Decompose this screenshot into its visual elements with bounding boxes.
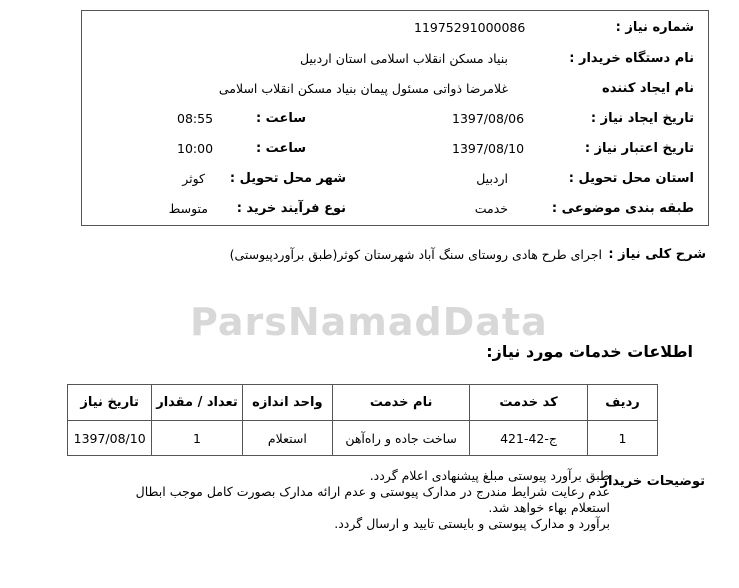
buyer-name: بنیاد مسکن انقلاب اسلامی استان اردبیل xyxy=(299,51,508,66)
buyer-notes xyxy=(90,468,610,532)
process: متوسط xyxy=(168,201,208,216)
created-date-label: تاریخ ایجاد نیاز : xyxy=(590,111,694,126)
buyer-label: نام دستگاه خریدار : xyxy=(569,51,694,66)
province: اردبیل xyxy=(476,171,508,186)
category-label: طبقه بندی موضوعی : xyxy=(551,201,694,216)
buyer-notes-label: توضیحات خریدار xyxy=(600,474,705,489)
services-table xyxy=(67,384,658,456)
description-label: شرح کلی نیاز : xyxy=(608,247,706,262)
created-time: 08:55 xyxy=(177,111,214,126)
need-number: 11975291000086 xyxy=(414,20,526,35)
cell-service-name: ساخت جاده و راه‌آهن xyxy=(333,421,470,456)
col-need-date: تاریخ نیاز xyxy=(68,385,152,421)
cell-service-code: ج-42-421 xyxy=(470,421,588,456)
valid-date: 1397/08/10 xyxy=(452,141,525,156)
creator-label: نام ایجاد کننده xyxy=(602,81,694,96)
col-row-number: ردیف xyxy=(587,385,657,421)
cell-need-date: 1397/08/10 xyxy=(68,421,152,456)
valid-time-label: ساعت : xyxy=(255,141,306,156)
valid-time: 10:00 xyxy=(177,141,214,156)
buyer-note-line: برآورد و مدارک پیوستی و بایستی تایید و ارسال گردد. xyxy=(334,516,610,531)
created-date: 1397/08/06 xyxy=(452,111,525,126)
cell-quantity: 1 xyxy=(152,421,242,456)
table-row xyxy=(68,421,658,456)
need-info-box xyxy=(81,10,709,226)
city-label: شهر محل تحویل : xyxy=(229,171,346,186)
cell-row-number: 1 xyxy=(587,421,657,456)
table-header-row xyxy=(68,385,658,421)
cell-unit: استعلام xyxy=(242,421,332,456)
process-label: نوع فرآیند خرید : xyxy=(236,201,346,216)
buyer-note-line: استعلام بهاء خواهد شد. xyxy=(488,500,610,515)
watermark: ParsNamadData xyxy=(190,300,548,344)
created-time-label: ساعت : xyxy=(255,111,306,126)
province-label: استان محل تحویل : xyxy=(568,171,694,186)
buyer-note-line: طبق برآورد پیوستی مبلغ پیشنهادی اعلام گردد. xyxy=(369,468,610,483)
col-service-code: کد خدمت xyxy=(470,385,588,421)
col-quantity: تعداد / مقدار xyxy=(152,385,242,421)
valid-date-label: تاریخ اعتبار نیاز : xyxy=(584,141,694,156)
city: کوثر xyxy=(182,171,205,186)
creator-name: غلامرضا ذواتی مسئول پیمان بنیاد مسکن انقلاب اسلامی xyxy=(218,81,508,96)
description-text: اجرای طرح هادی روستای سنگ آباد شهرستان کوثر(طبق برآوردپیوستی) xyxy=(229,247,602,262)
col-unit: واحد اندازه xyxy=(242,385,332,421)
need-number-label: شماره نیاز : xyxy=(615,20,694,35)
buyer-note-line: عدم رعایت شرایط مندرج در مدارک پیوستی و عدم ارائه مدارک بصورت کامل موجب ابطال xyxy=(135,484,610,499)
services-title: اطلاعات خدمات مورد نیاز: xyxy=(486,342,693,361)
category: خدمت xyxy=(474,201,508,216)
col-service-name: نام خدمت xyxy=(333,385,470,421)
